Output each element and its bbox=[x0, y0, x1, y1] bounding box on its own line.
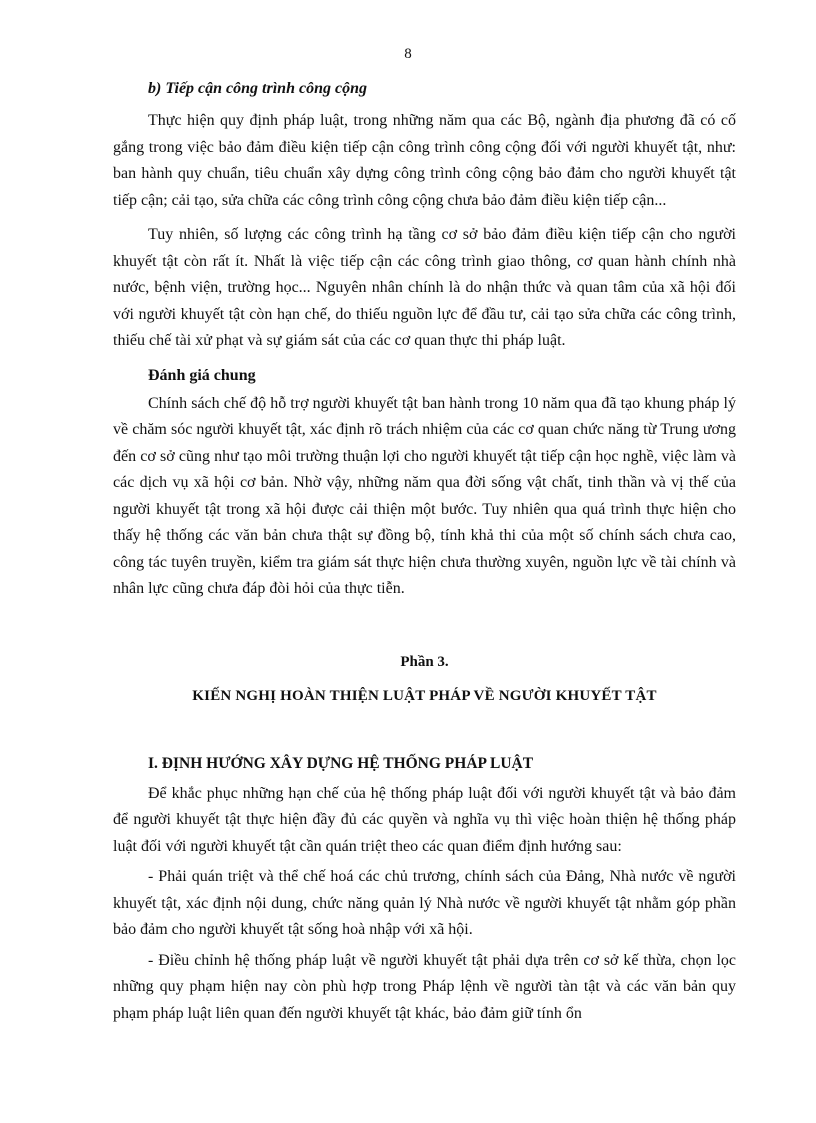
general-assessment-paragraph: Chính sách chế độ hỗ trợ người khuyết tật ban hành trong 10 năm qua đã tạo khung pháp lý về chăm sóc người khuyết tật, xác định rõ trách nhiệm của các cơ quan chức năng từ Trung ương đến cơ sở cũng như tạo môi trường thuận lợi cho người khuyết tật tiếp cận học nghề, việc làm và các dịch vụ xã hội cơ bản. Nhờ vậy, những năm qua đời sống vật chất, tinh thần và vị thế của người khuyết tật trong xã hội được cải thiện một bước. Tuy nhiên qua quá trình thực hiện cho thấy hệ thống các văn bản chưa thật sự đồng bộ, tính khả thi của một số chính sách chưa cao, công tác tuyên truyền, kiểm tra giám sát thực hiện chưa thường xuyên, nguồn lực về tài chính và nhân lực cũng chưa đáp đòi hỏi của thực tiễn. bbox=[113, 394, 736, 597]
section-i-bullet-2: - Điều chỉnh hệ thống pháp luật về người khuyết tật phải dựa trên cơ sở kế thừa, chọn lọc những quy phạm hiện nay còn phù hợp trong Pháp lệnh về người tàn tật và các văn bản quy phạm pháp luật liên quan đến người khuyết tật khác, bảo đảm giữ tính ổn bbox=[113, 951, 736, 1022]
document-body bbox=[113, 76, 736, 1031]
section-b-paragraph-1: Thực hiện quy định pháp luật, trong những năm qua các Bộ, ngành địa phương đã có cố gắng trong việc bảo đảm điều kiện tiếp cận công trình công cộng đối với người khuyết tật, như: ban hành quy chuẩn, tiêu chuẩn xây dựng công trình công cộng bảo đảm cho người khuyết tật tiếp cận; cải tạo, sửa chữa các công trình công cộng chưa bảo đảm điều kiện tiếp cận... bbox=[113, 112, 736, 209]
part-3-subtitle: KIẾN NGHỊ HOÀN THIỆN LUẬT PHÁP VỀ NGƯỜI KHUYẾT TẬT bbox=[192, 687, 657, 704]
part-3-title: Phần 3. bbox=[400, 653, 449, 670]
section-b-paragraph-2: Tuy nhiên, số lượng các công trình hạ tầng cơ sở bảo đảm điều kiện tiếp cận cho người khuyết tật còn rất ít. Nhất là việc tiếp cận các công trình giao thông, cơ quan hành chính nhà nước, bệnh viện, trường học... Nguyên nhân chính là do nhận thức và quan tâm của xã hội đối với người khuyết tật còn hạn chế, do thiếu nguồn lực để đầu tư, cải tạo sửa chữa các công trình, thiếu chế tài xử phạt và sự giám sát của các cơ quan thực thi pháp luật. bbox=[113, 226, 736, 349]
section-b-heading: b) Tiếp cận công trình công cộng bbox=[148, 80, 367, 97]
section-i-intro: Để khắc phục những hạn chế của hệ thống pháp luật đối với người khuyết tật và bảo đảm để người khuyết tật thực hiện đầy đủ các quyền và nghĩa vụ thì việc hoàn thiện hệ thống pháp luật đối với người khuyết tật cần quán triệt theo các quan điểm định hướng sau: bbox=[113, 784, 736, 855]
general-assessment-heading: Đánh giá chung bbox=[148, 366, 256, 384]
section-i-bullet-1: - Phải quán triệt và thể chế hoá các chủ trương, chính sách của Đảng, Nhà nước về người khuyết tật, xác định nội dung, chức năng quản lý Nhà nước về người khuyết tật nhằm góp phần bảo đảm cho người khuyết tật sống hoà nhập với xã hội. bbox=[113, 868, 736, 938]
page-number: 8 bbox=[404, 46, 412, 62]
section-i-heading: I. ĐỊNH HƯỚNG XÂY DỰNG HỆ THỐNG PHÁP LUẬT bbox=[148, 754, 534, 772]
